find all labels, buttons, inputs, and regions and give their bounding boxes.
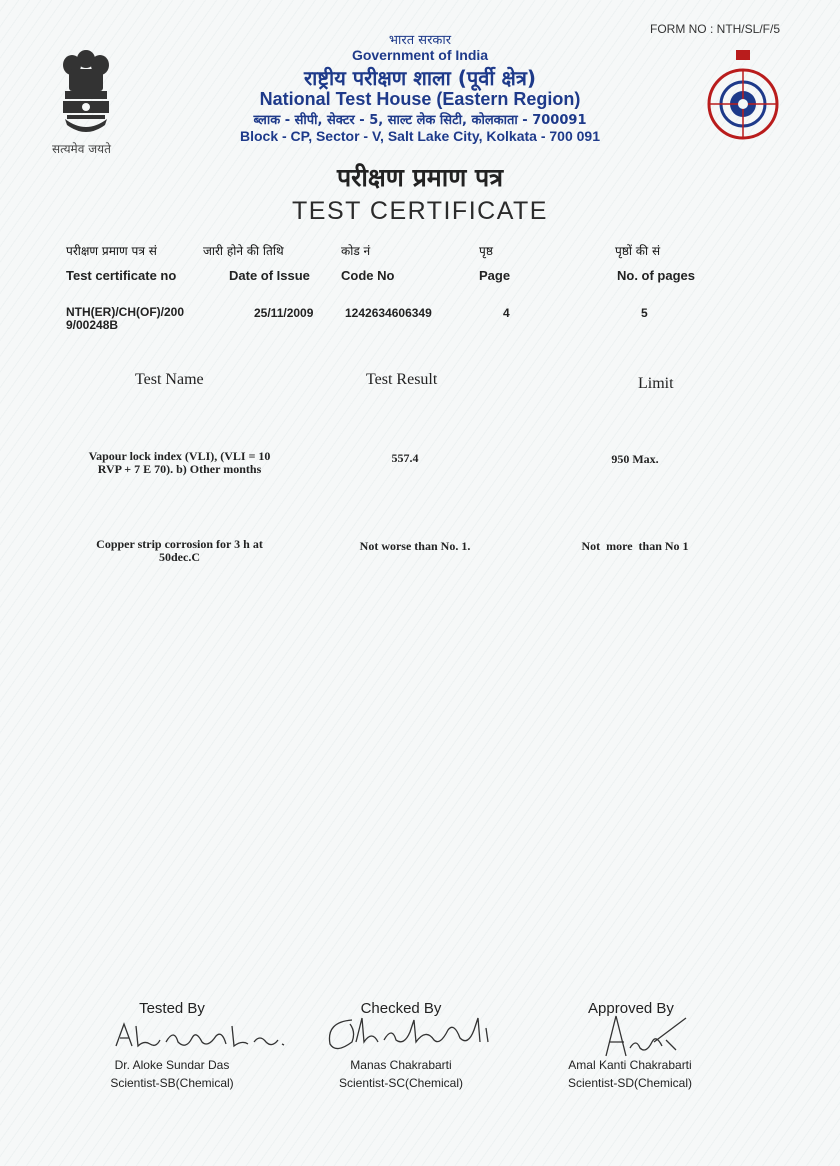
header-test-name: Test Name	[135, 371, 204, 388]
certificate-title: TEST CERTIFICATE	[292, 197, 548, 225]
page-label-hindi: पृष्ठ	[479, 244, 493, 258]
code-no-label: Code No	[341, 268, 395, 283]
emblem-motto: सत्यमेव जयते	[52, 142, 111, 156]
cert-no-value: NTH(ER)/CH(OF)/200 9/00248B	[66, 305, 185, 332]
pages-count-label: No. of pages	[617, 268, 696, 283]
english-government: Government of India	[351, 47, 489, 63]
checked-by-label: Checked By	[360, 1000, 442, 1017]
pages-count-value: 5	[641, 306, 648, 320]
pages-count-label-hindi: पृष्ठों की सं	[615, 244, 661, 258]
code-no-value: 1242634606349	[345, 306, 432, 320]
checked-by-name: Manas Chakrabarti	[350, 1058, 452, 1072]
english-organisation: National Test House (Eastern Region)	[259, 89, 581, 109]
approved-by-signature-icon	[592, 1012, 692, 1060]
page-label: Page	[479, 268, 511, 283]
row-1-test-name: Vapour lock index (VLI), (VLI = 10 RVP + 7 E 70). b) Other months	[88, 449, 271, 476]
cert-no-label-hindi: परीक्षण प्रमाण पत्र सं	[66, 244, 157, 258]
tested-by-name: Dr. Aloke Sundar Das	[114, 1058, 230, 1072]
cert-no-label: Test certificate no	[66, 268, 177, 283]
state-emblem-icon	[55, 45, 117, 137]
code-no-label-hindi: कोड नं	[341, 244, 371, 258]
certificate-title-hindi: परीक्षण प्रमाण पत्र	[336, 163, 504, 192]
checked-by-signature-icon	[322, 1012, 497, 1056]
page-value: 4	[503, 306, 510, 320]
form-number: FORM NO : NTH/SL/F/5	[649, 22, 780, 36]
issue-date-label-hindi: जारी होने की तिथि	[203, 244, 284, 258]
issue-date-value: 25/11/2009	[254, 306, 314, 320]
tested-by-designation: Scientist-SB(Chemical)	[110, 1076, 234, 1090]
checked-by-signature	[322, 1012, 497, 1061]
row-2-test-name: Copper strip corrosion for 3 h at 50dec.C	[96, 537, 263, 564]
checked-by-designation: Scientist-SC(Chemical)	[338, 1076, 464, 1090]
approved-by-designation: Scientist-SD(Chemical)	[567, 1076, 693, 1090]
header-test-result: Test Result	[366, 371, 438, 388]
hindi-government: भारत सरकार	[388, 33, 452, 48]
row-1-limit: 950 Max.	[611, 452, 659, 466]
tested-by-signature-icon	[112, 1018, 287, 1054]
english-address: Block - CP, Sector - V, Salt Lake City, Kolkata - 700 091	[239, 128, 600, 144]
tested-by-signature	[112, 1018, 287, 1059]
row-2-result: Not worse than No. 1.	[359, 539, 471, 553]
hindi-address: ब्लाक - सीपी, सेक्टर - 5, साल्ट लेक सिटी, कोलकाता - 700091	[253, 113, 587, 128]
header-limit: Limit	[638, 375, 674, 392]
row-2-limit: Not more than No 1	[581, 539, 689, 553]
approved-by-label: Approved By	[588, 1000, 674, 1017]
issue-date-label: Date of Issue	[229, 268, 310, 283]
row-1-result: 557.4	[391, 451, 419, 465]
approved-by-name: Amal Kanti Chakrabarti	[568, 1058, 692, 1072]
tested-by-label: Tested By	[139, 1000, 205, 1017]
hindi-organisation: राष्ट्रीय परीक्षण शाला (पूर्वी क्षेत्र)	[303, 66, 537, 90]
nth-logo-icon	[706, 48, 781, 148]
